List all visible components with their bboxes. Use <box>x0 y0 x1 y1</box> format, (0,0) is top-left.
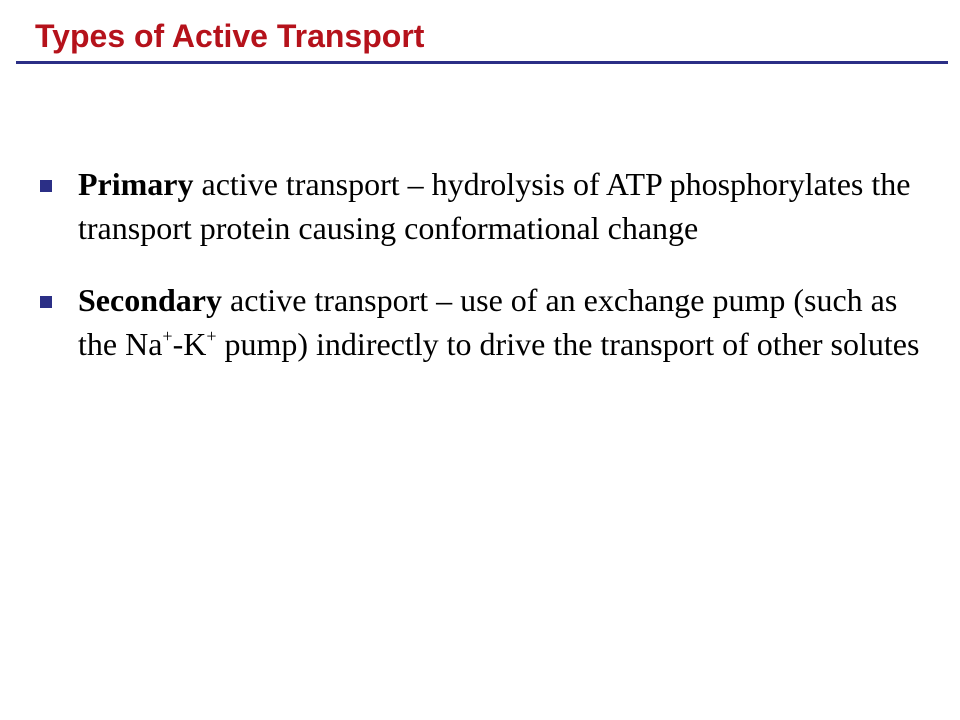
bullet-text-secondary-part3: pump) indirectly to drive the transport of other solutes <box>216 326 920 362</box>
bullet-item-secondary <box>40 278 940 366</box>
square-bullet-icon <box>40 296 52 308</box>
superscript-plus-na: + <box>162 326 173 346</box>
bullet-text-secondary-part2: -K <box>172 326 207 362</box>
square-bullet-icon <box>40 180 52 192</box>
title-underline <box>16 61 948 64</box>
slide-title: Types of Active Transport <box>35 18 425 54</box>
bullet-text-secondary-part1: active transport – use of an exchange pump (such as the Na <box>78 282 898 362</box>
bullet-term-secondary: Secondary <box>78 282 222 318</box>
bullet-list <box>40 162 940 394</box>
bullet-item-primary <box>40 162 940 250</box>
bullet-text-primary: active transport – hydrolysis of ATP phosphorylates the transport protein causing conformational change <box>78 166 911 246</box>
bullet-term-primary: Primary <box>78 166 194 202</box>
superscript-plus-k: + <box>206 326 217 346</box>
